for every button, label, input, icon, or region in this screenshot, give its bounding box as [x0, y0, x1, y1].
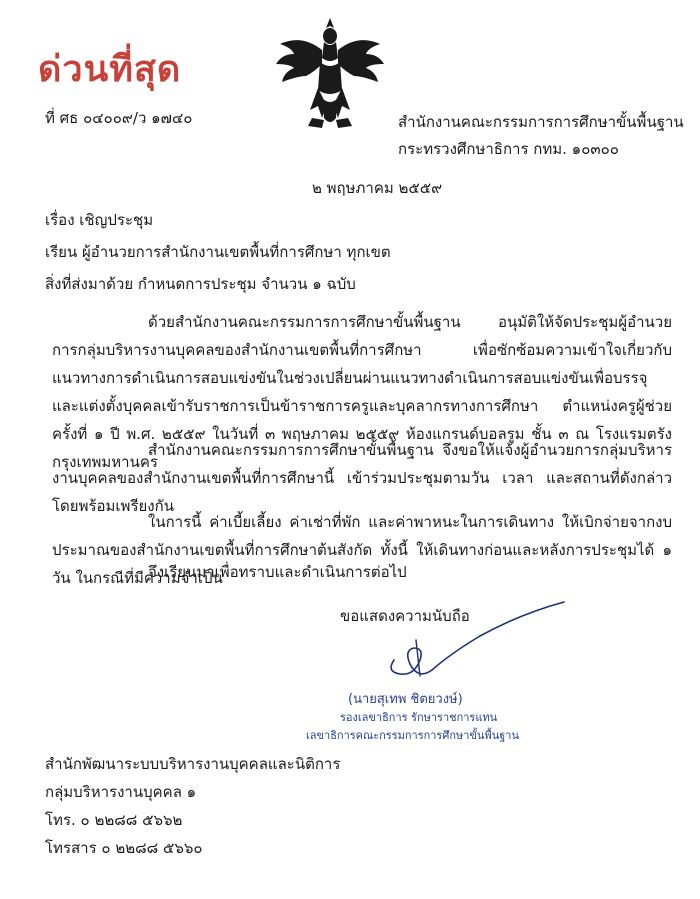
- footer-group: กลุ่มบริหารงานบุคคล ๑: [45, 783, 197, 801]
- signature-icon: [380, 598, 570, 690]
- recipient-line: เรียน ผู้อำนวยการสำนักงานเขตพื้นที่การศึกษา ทุกเขต: [45, 243, 391, 261]
- body-paragraph-3: ในการนี้ ค่าเบี้ยเลี้ยง ค่าเช่าที่พัก และค่าพาหนะในการเดินทาง ให้เบิกจ่ายจากงบประมาณของสำนักงานเขตพื้นที่การศึกษาต้นสังกัด ทั้งนี้ ให้เดินทางก่อนและหลังการประชุมได้ ๑ วัน ในกรณีที่มีความจำเป็น: [52, 513, 672, 587]
- body-paragraph-4: จึงเรียนมาเพื่อทราบและดำเนินการต่อไป: [148, 563, 407, 581]
- subject-line: เรื่อง เชิญประชุม: [45, 211, 154, 229]
- signer-title-1: รองเลขาธิการ รักษาราชการแทน: [340, 711, 498, 724]
- organization-ministry: กระทรวงศึกษาธิการ กทม. ๑๐๓๐๐: [398, 140, 619, 158]
- footer-fax: โทรสาร ๐ ๒๒๘๘ ๕๖๖๐: [45, 839, 203, 857]
- reference-number: ที่ ศธ ๐๔๐๐๙/ว ๑๗๔๐: [45, 109, 193, 127]
- footer-office: สำนักพัฒนาระบบบริหารงานบุคคลและนิติการ: [45, 755, 341, 773]
- urgent-stamp: ด่วนที่สุด: [38, 49, 182, 90]
- garuda-emblem-icon: [272, 14, 388, 132]
- enclosure-line: สิ่งที่ส่งมาด้วย กำหนดการประชุม จำนวน ๑ ฉบับ: [45, 275, 356, 293]
- body-paragraph-2: สำนักงานคณะกรรมการการศึกษาขั้นพื้นฐาน จึงขอให้แจ้งผู้อำนวยการกลุ่มบริหารงานบุคคลของสำนักงานเขตพื้นที่การศึกษานี้ เข้าร่วมประชุมตามวัน เวลา และสถานที่ดังกล่าวโดยพร้อมเพรียงกัน: [52, 441, 672, 515]
- organization-name: สำนักงานคณะกรรมการการศึกษาขั้นพื้นฐาน: [398, 113, 684, 131]
- footer-phone: โทร. ๐ ๒๒๘๘ ๕๖๖๒: [45, 811, 183, 829]
- letter-date: ๒ พฤษภาคม ๒๕๕๙: [312, 179, 443, 197]
- signer-name: (นายสุเทพ ชิตยวงษ์): [348, 692, 463, 707]
- signer-title-2: เลขาธิการคณะกรรมการการศึกษาขั้นพื้นฐาน: [306, 729, 519, 742]
- body-paragraph-1: ด้วยสำนักงานคณะกรรมการการศึกษาขั้นพื้นฐาน อนุมัติให้จัดประชุมผู้อำนวยการกลุ่มบริหารงานบุคคลของสำนักงานเขตพื้นที่การศึกษา เพื่อซักซ้อมความเข้าใจเกี่ยวกับแนวทางการดำเนินการสอบแข่งขันในช่วงเปลี่ยนผ่านแนวทางดำเนินการสอบแข่งขันเพื่อบรรจุและแต่งตั้งบุคคลเข้ารับราชการเป็นข้าราชการครูและบุคลากรทางการศึกษา ตำแหน่งครูผู้ช่วย ครั้งที่ ๑ ปี พ.ศ. ๒๕๕๙ ในวันที่ ๓ พฤษภาคม ๒๕๕๙ ห้องแกรนด์บอลรูม ชั้น ๓ ณ โรงแรมตรัง กรุงเทพมหานคร: [52, 313, 672, 471]
- closing-regards: ขอแสดงความนับถือ: [340, 607, 470, 625]
